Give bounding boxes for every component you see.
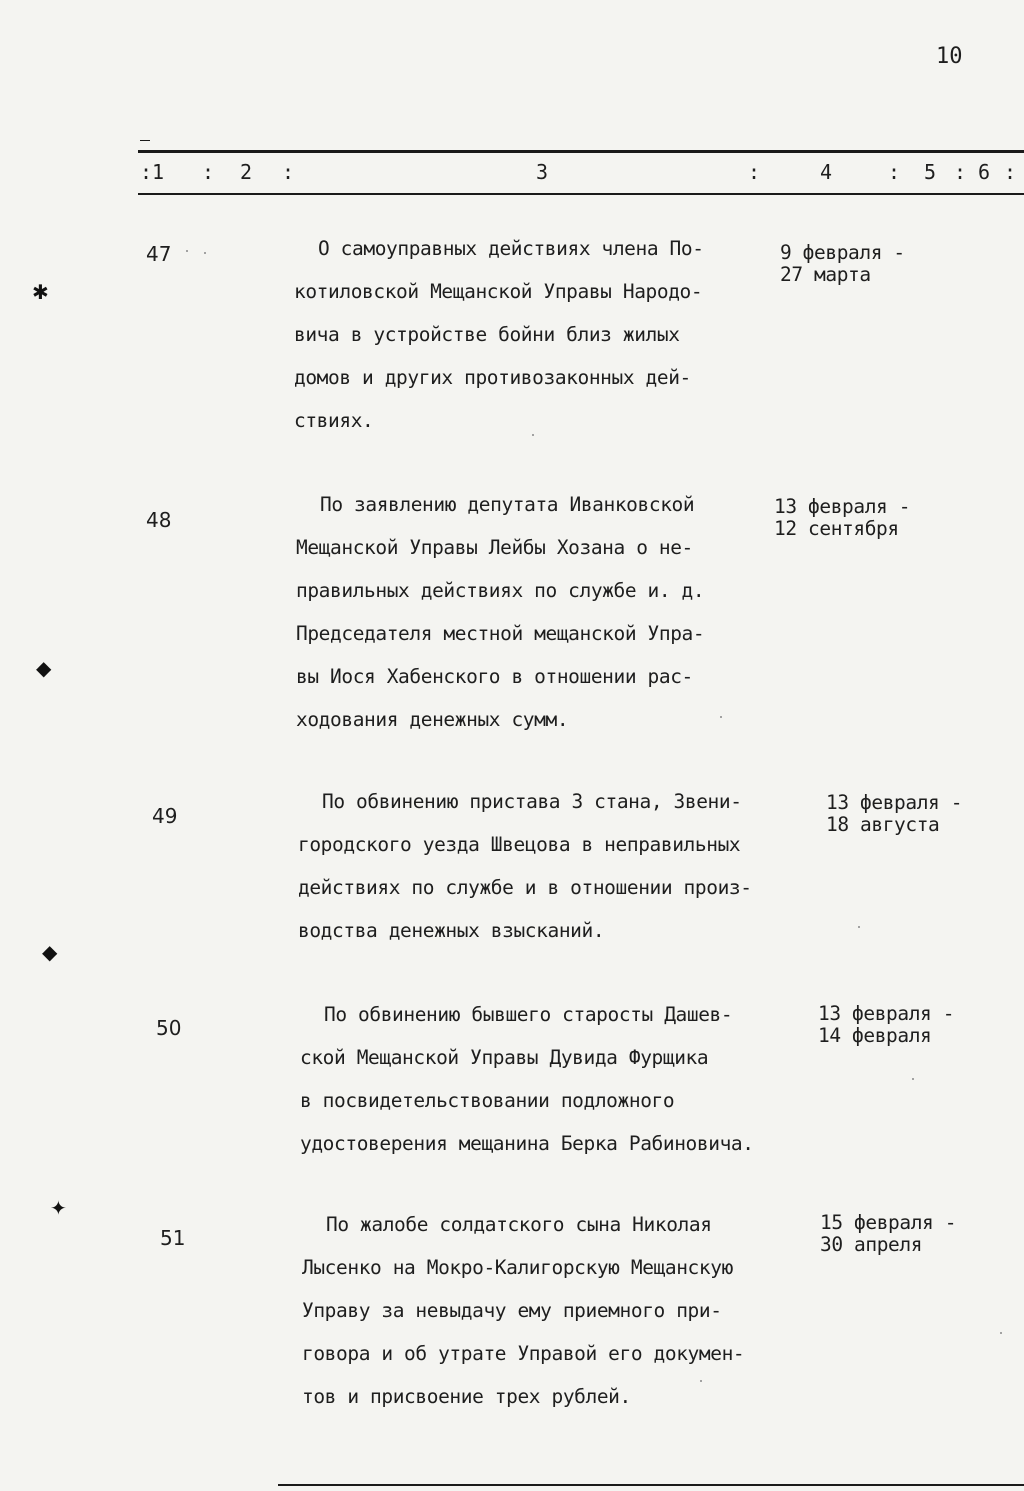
text-line: По обвинению пристава 3 стана, Звени- bbox=[322, 790, 742, 813]
text-line: городского уезда Швецова в неправильных bbox=[298, 833, 741, 856]
page-number: 10 bbox=[936, 44, 963, 69]
entry-date-range bbox=[774, 496, 910, 540]
column-header-3: 3 bbox=[536, 160, 549, 184]
binding-hole-mark-icon: ✱ bbox=[32, 280, 49, 304]
entry-date-range bbox=[826, 792, 962, 836]
scan-speck bbox=[700, 1380, 702, 1382]
column-header-1: 1 bbox=[152, 160, 165, 184]
text-line: водства денежных взысканий. bbox=[298, 919, 605, 942]
text-line: вы Иося Хабенского в отношении рас- bbox=[296, 665, 693, 688]
column-header-6: 6 bbox=[978, 160, 991, 184]
text-line: в посвидетельствовании подложного bbox=[300, 1089, 675, 1112]
text-line: котиловской Мещанской Управы Народо- bbox=[294, 280, 703, 303]
entry-date-range bbox=[820, 1212, 956, 1256]
text-line: ской Мещанской Управы Дувида Фурщика bbox=[300, 1046, 709, 1069]
date-start: 13 февраля - bbox=[818, 1002, 955, 1025]
column-header-2: 2 bbox=[240, 160, 253, 184]
text-line: домов и других противозаконных дей- bbox=[294, 366, 691, 389]
date-end: 12 сентября bbox=[774, 517, 899, 540]
text-line: действиях по службе и в отношении произ- bbox=[298, 876, 752, 899]
entry-date-range bbox=[818, 1003, 954, 1047]
date-end: 14 февраля bbox=[818, 1024, 932, 1047]
entry-description bbox=[294, 227, 704, 442]
text-line: говора и об утрате Управой его докумен- bbox=[302, 1342, 745, 1365]
entry-description bbox=[302, 1203, 744, 1418]
scan-speck bbox=[858, 926, 860, 928]
entry-description bbox=[298, 780, 752, 952]
text-line: вича в устройстве бойни близ жилых bbox=[294, 323, 680, 346]
column-separator: : bbox=[282, 160, 295, 184]
text-line: Мещанской Управы Лейбы Хозана о не- bbox=[296, 536, 693, 559]
entry-number: 49 bbox=[152, 804, 178, 828]
text-line: ствиях. bbox=[294, 409, 374, 432]
date-start: 9 февраля - bbox=[780, 241, 905, 264]
column-header-4: 4 bbox=[820, 160, 833, 184]
entry-number: 50 bbox=[156, 1016, 182, 1040]
binding-hole-mark-icon: ◆ bbox=[36, 656, 52, 680]
text-line: По обвинению бывшего старосты Дашев- bbox=[324, 1003, 733, 1026]
scan-speck bbox=[532, 434, 534, 436]
column-separator: : bbox=[1004, 160, 1017, 184]
text-line: правильных действиях по службе и. д. bbox=[296, 579, 705, 602]
column-separator: : bbox=[748, 160, 761, 184]
text-line: По заявлению депутата Иванковской bbox=[320, 493, 695, 516]
text-line: удостоверения мещанина Берка Рабиновича. bbox=[300, 1132, 754, 1155]
date-start: 15 февраля - bbox=[820, 1211, 957, 1234]
text-line: О самоуправных действиях члена По- bbox=[318, 237, 704, 260]
scan-speck bbox=[204, 252, 206, 254]
column-header-5: 5 bbox=[924, 160, 937, 184]
entry-number: 48 bbox=[146, 508, 172, 532]
scan-speck bbox=[912, 1078, 914, 1080]
entry-date-range bbox=[780, 242, 905, 286]
date-start: 13 февраля - bbox=[826, 791, 963, 814]
scan-speck bbox=[1000, 1332, 1002, 1334]
entry-number: 47 bbox=[146, 242, 172, 266]
text-line: тов и присвоение трех рублей. bbox=[302, 1385, 631, 1408]
text-line: Управу за невыдачу ему приемного при- bbox=[302, 1299, 722, 1322]
binding-hole-mark-icon: ◆ bbox=[42, 940, 58, 964]
column-header-row bbox=[0, 160, 1024, 190]
text-line: Лысенко на Мокро-Калигорскую Мещанскую bbox=[302, 1256, 733, 1279]
binding-hole-mark-icon: ✦ bbox=[50, 1196, 67, 1220]
table-top-rule bbox=[138, 150, 1024, 153]
column-separator: : bbox=[140, 160, 153, 184]
text-line: Председателя местной мещанской Упра- bbox=[296, 622, 705, 645]
date-end: 30 апреля bbox=[820, 1233, 923, 1256]
page-bottom-edge bbox=[278, 1484, 1024, 1486]
column-separator: : bbox=[954, 160, 967, 184]
rule-tick bbox=[140, 140, 150, 141]
date-end: 18 августа bbox=[826, 813, 940, 836]
column-separator: : bbox=[202, 160, 215, 184]
date-start: 13 февраля - bbox=[774, 495, 911, 518]
scan-speck bbox=[186, 250, 188, 252]
text-line: По жалобе солдатского сына Николая bbox=[326, 1213, 712, 1236]
scan-speck bbox=[720, 716, 722, 718]
entry-description bbox=[296, 483, 704, 741]
date-end: 27 марта bbox=[780, 263, 871, 286]
entry-number: 51 bbox=[160, 1226, 186, 1250]
entry-description bbox=[300, 993, 754, 1165]
column-separator: : bbox=[888, 160, 901, 184]
text-line: ходования денежных сумм. bbox=[296, 708, 569, 731]
table-header-bottom-rule bbox=[138, 193, 1024, 195]
